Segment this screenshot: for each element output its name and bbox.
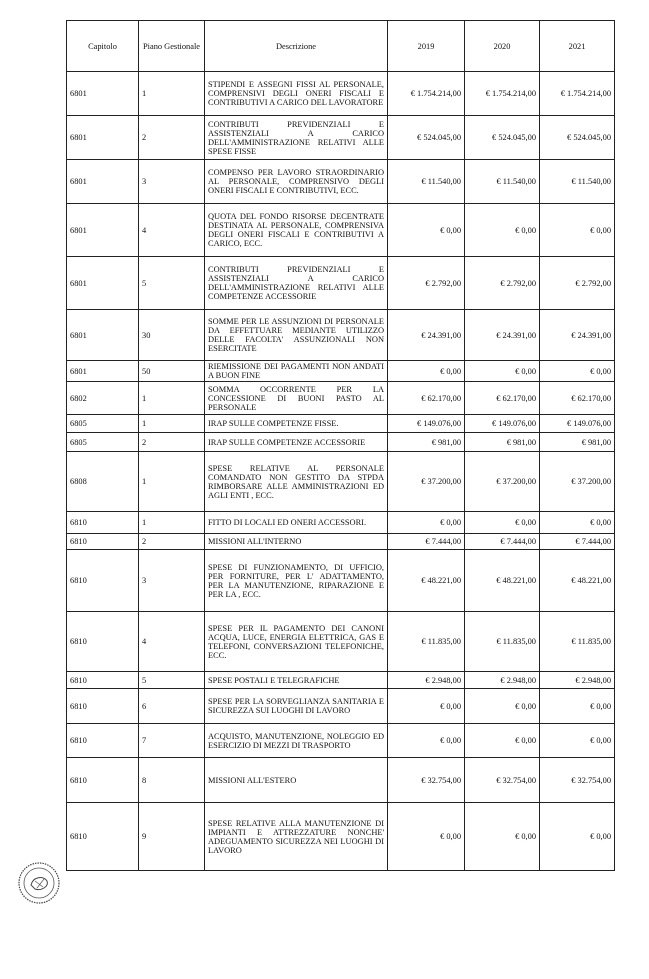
value-2021-cell: € 7.444,00	[540, 534, 615, 550]
capitolo-cell: 6810	[67, 534, 139, 550]
piano-gestionale-cell: 50	[139, 361, 205, 382]
table-row	[67, 550, 615, 612]
descrizione-cell: SOMMA OCCORRENTE PER LA CONCESSIONE DI BUONI PASTO AL PERSONALE	[205, 382, 388, 415]
piano-gestionale-cell: 7	[139, 724, 205, 758]
value-2021-cell: € 0,00	[540, 361, 615, 382]
capitolo-cell: 6810	[67, 758, 139, 803]
value-2021-cell: € 0,00	[540, 204, 615, 257]
capitolo-cell: 6810	[67, 612, 139, 672]
table-row	[67, 534, 615, 550]
table-row	[67, 310, 615, 361]
value-2021-cell: € 37.200,00	[540, 452, 615, 512]
piano-gestionale-cell: 1	[139, 72, 205, 116]
descrizione-cell: MISSIONI ALL'INTERNO	[205, 534, 388, 550]
descrizione-cell: SPESE RELATIVE AL PERSONALE COMANDATO NON GESTITO DA STPDA RIMBORSARE ALLE AMMINISTRAZIONI ED AGLI ENTI , ECC.	[205, 452, 388, 512]
table-row	[67, 433, 615, 452]
piano-gestionale-cell: 9	[139, 803, 205, 871]
table-row	[67, 689, 615, 724]
value-2020-cell: € 1.754.214,00	[465, 72, 540, 116]
descrizione-cell: SPESE PER LA SORVEGLIANZA SANITARIA E SICUREZZA SUI LUOGHI DI LAVORO	[205, 689, 388, 724]
capitolo-cell: 6801	[67, 204, 139, 257]
header-2020: 2020	[465, 21, 540, 72]
piano-gestionale-cell: 8	[139, 758, 205, 803]
value-2020-cell: € 62.170,00	[465, 382, 540, 415]
piano-gestionale-cell: 3	[139, 160, 205, 204]
descrizione-cell: QUOTA DEL FONDO RISORSE DECENTRATE DESTINATA AL PERSONALE, COMPRENSIVA DEGLI ONERI FISCALI E CONTRIBUTIVI A CARICO, ECC.	[205, 204, 388, 257]
value-2020-cell: € 7.444,00	[465, 534, 540, 550]
value-2019-cell: € 7.444,00	[388, 534, 465, 550]
table-row	[67, 116, 615, 160]
table-row	[67, 803, 615, 871]
value-2019-cell: € 0,00	[388, 512, 465, 534]
value-2020-cell: € 0,00	[465, 803, 540, 871]
value-2020-cell: € 0,00	[465, 689, 540, 724]
capitolo-cell: 6810	[67, 803, 139, 871]
capitolo-cell: 6805	[67, 433, 139, 452]
capitolo-cell: 6810	[67, 550, 139, 612]
value-2019-cell: € 0,00	[388, 689, 465, 724]
descrizione-cell: RIEMISSIONE DEI PAGAMENTI NON ANDATI A BUON FINE	[205, 361, 388, 382]
value-2021-cell: € 11.835,00	[540, 612, 615, 672]
header-descrizione: Descrizione	[205, 21, 388, 72]
capitolo-cell: 6810	[67, 672, 139, 689]
value-2020-cell: € 0,00	[465, 204, 540, 257]
capitolo-cell: 6810	[67, 689, 139, 724]
value-2019-cell: € 32.754,00	[388, 758, 465, 803]
value-2019-cell: € 149.076,00	[388, 415, 465, 433]
table-row	[67, 672, 615, 689]
value-2021-cell: € 0,00	[540, 512, 615, 534]
table-row	[67, 724, 615, 758]
value-2020-cell: € 11.835,00	[465, 612, 540, 672]
piano-gestionale-cell: 30	[139, 310, 205, 361]
value-2019-cell: € 2.948,00	[388, 672, 465, 689]
capitolo-cell: 6810	[67, 724, 139, 758]
stamp-seal-icon	[17, 861, 61, 905]
capitolo-cell: 6802	[67, 382, 139, 415]
value-2019-cell: € 24.391,00	[388, 310, 465, 361]
value-2020-cell: € 48.221,00	[465, 550, 540, 612]
capitolo-cell: 6801	[67, 361, 139, 382]
table-row	[67, 382, 615, 415]
capitolo-cell: 6810	[67, 512, 139, 534]
descrizione-cell: COMPENSO PER LAVORO STRAORDINARIO AL PERSONALE, COMPRENSIVO DEGLI ONERI FISCALI E CONTRIBUTIVI, ECC.	[205, 160, 388, 204]
piano-gestionale-cell: 5	[139, 257, 205, 310]
value-2021-cell: € 2.948,00	[540, 672, 615, 689]
table-row	[67, 257, 615, 310]
table-row	[67, 512, 615, 534]
table-row	[67, 452, 615, 512]
value-2021-cell: € 524.045,00	[540, 116, 615, 160]
capitolo-cell: 6801	[67, 310, 139, 361]
header-2021: 2021	[540, 21, 615, 72]
value-2021-cell: € 1.754.214,00	[540, 72, 615, 116]
table-row	[67, 204, 615, 257]
value-2020-cell: € 149.076,00	[465, 415, 540, 433]
value-2020-cell: € 981,00	[465, 433, 540, 452]
descrizione-cell: STIPENDI E ASSEGNI FISSI AL PERSONALE, COMPRENSIVI DEGLI ONERI FISCALI E CONTRIBUTIVI A CARICO DEL LAVORATORE	[205, 72, 388, 116]
value-2021-cell: € 48.221,00	[540, 550, 615, 612]
value-2019-cell: € 1.754.214,00	[388, 72, 465, 116]
capitolo-cell: 6805	[67, 415, 139, 433]
table-row	[67, 758, 615, 803]
piano-gestionale-cell: 2	[139, 116, 205, 160]
value-2021-cell: € 32.754,00	[540, 758, 615, 803]
value-2019-cell: € 48.221,00	[388, 550, 465, 612]
piano-gestionale-cell: 6	[139, 689, 205, 724]
descrizione-cell: SPESE DI FUNZIONAMENTO, DI UFFICIO, PER FORNITURE, PER L' ADATTAMENTO, PER LA MANUTENZIONE, RIPARAZIONE E PER LA , ECC.	[205, 550, 388, 612]
piano-gestionale-cell: 2	[139, 433, 205, 452]
value-2021-cell: € 24.391,00	[540, 310, 615, 361]
value-2019-cell: € 981,00	[388, 433, 465, 452]
piano-gestionale-cell: 1	[139, 452, 205, 512]
value-2021-cell: € 0,00	[540, 724, 615, 758]
value-2020-cell: € 32.754,00	[465, 758, 540, 803]
header-capitolo: Capitolo	[67, 21, 139, 72]
value-2021-cell: € 62.170,00	[540, 382, 615, 415]
descrizione-cell: SPESE PER IL PAGAMENTO DEI CANONI ACQUA, LUCE, ENERGIA ELETTRICA, GAS E TELEFONI, CONVERSAZIONI TELEFONICHE, ECC.	[205, 612, 388, 672]
value-2021-cell: € 0,00	[540, 689, 615, 724]
table-row	[67, 612, 615, 672]
descrizione-cell: SPESE POSTALI E TELEGRAFICHE	[205, 672, 388, 689]
descrizione-cell: CONTRIBUTI PREVIDENZIALI E ASSISTENZIALI A CARICO DELL'AMMINISTRAZIONE RELATIVI ALLE SPESE FISSE	[205, 116, 388, 160]
value-2021-cell: € 2.792,00	[540, 257, 615, 310]
piano-gestionale-cell: 2	[139, 534, 205, 550]
capitolo-cell: 6801	[67, 72, 139, 116]
table-row	[67, 415, 615, 433]
budget-table	[66, 20, 615, 871]
value-2021-cell: € 149.076,00	[540, 415, 615, 433]
descrizione-cell: IRAP SULLE COMPETENZE FISSE.	[205, 415, 388, 433]
table-row	[67, 361, 615, 382]
piano-gestionale-cell: 1	[139, 512, 205, 534]
table-row	[67, 160, 615, 204]
descrizione-cell: MISSIONI ALL'ESTERO	[205, 758, 388, 803]
value-2020-cell: € 2.792,00	[465, 257, 540, 310]
value-2020-cell: € 0,00	[465, 361, 540, 382]
capitolo-cell: 6801	[67, 257, 139, 310]
value-2020-cell: € 0,00	[465, 512, 540, 534]
table-row	[67, 72, 615, 116]
capitolo-cell: 6801	[67, 160, 139, 204]
piano-gestionale-cell: 1	[139, 382, 205, 415]
value-2019-cell: € 524.045,00	[388, 116, 465, 160]
value-2020-cell: € 11.540,00	[465, 160, 540, 204]
value-2020-cell: € 524.045,00	[465, 116, 540, 160]
piano-gestionale-cell: 1	[139, 415, 205, 433]
value-2021-cell: € 11.540,00	[540, 160, 615, 204]
capitolo-cell: 6808	[67, 452, 139, 512]
piano-gestionale-cell: 4	[139, 204, 205, 257]
value-2019-cell: € 62.170,00	[388, 382, 465, 415]
header-piano-gestionale: Piano Gestionale	[139, 21, 205, 72]
value-2019-cell: € 2.792,00	[388, 257, 465, 310]
value-2019-cell: € 0,00	[388, 724, 465, 758]
value-2019-cell: € 0,00	[388, 361, 465, 382]
value-2021-cell: € 0,00	[540, 803, 615, 871]
descrizione-cell: IRAP SULLE COMPETENZE ACCESSORIE	[205, 433, 388, 452]
header-2019: 2019	[388, 21, 465, 72]
descrizione-cell: CONTRIBUTI PREVIDENZIALI E ASSISTENZIALI A CARICO DELL'AMMINISTRAZIONE RELATIVI ALLE COMPETENZE ACCESSORIE	[205, 257, 388, 310]
descrizione-cell: SOMME PER LE ASSUNZIONI DI PERSONALE DA EFFETTUARE MEDIANTE UTILIZZO DELLE FACOLTA' ASSUNZIONALI NON ESERCITATE	[205, 310, 388, 361]
value-2020-cell: € 37.200,00	[465, 452, 540, 512]
piano-gestionale-cell: 5	[139, 672, 205, 689]
value-2019-cell: € 11.835,00	[388, 612, 465, 672]
value-2020-cell: € 24.391,00	[465, 310, 540, 361]
piano-gestionale-cell: 4	[139, 612, 205, 672]
value-2021-cell: € 981,00	[540, 433, 615, 452]
value-2019-cell: € 11.540,00	[388, 160, 465, 204]
value-2019-cell: € 37.200,00	[388, 452, 465, 512]
value-2019-cell: € 0,00	[388, 803, 465, 871]
value-2020-cell: € 2.948,00	[465, 672, 540, 689]
value-2020-cell: € 0,00	[465, 724, 540, 758]
value-2019-cell: € 0,00	[388, 204, 465, 257]
header-row	[67, 21, 615, 72]
descrizione-cell: ACQUISTO, MANUTENZIONE, NOLEGGIO ED ESERCIZIO DI MEZZI DI TRASPORTO	[205, 724, 388, 758]
descrizione-cell: SPESE RELATIVE ALLA MANUTENZIONE DI IMPIANTI E ATTREZZATURE NONCHE' ADEGUAMENTO SICUREZZA NEI LUOGHI DI LAVORO	[205, 803, 388, 871]
descrizione-cell: FITTO DI LOCALI ED ONERI ACCESSORI.	[205, 512, 388, 534]
capitolo-cell: 6801	[67, 116, 139, 160]
piano-gestionale-cell: 3	[139, 550, 205, 612]
